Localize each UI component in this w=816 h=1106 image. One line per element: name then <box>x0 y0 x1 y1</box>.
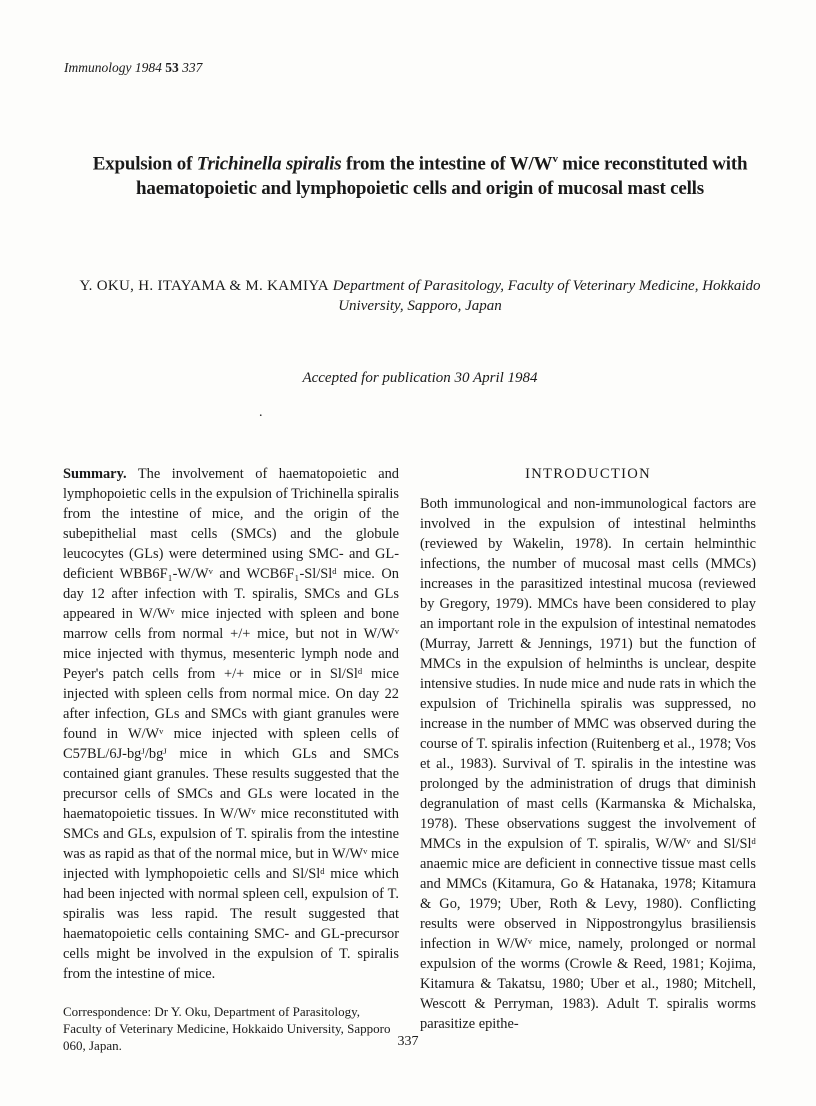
author-affiliation: Department of Parasitology, Faculty of Veterinary Medicine, Hokkaido University, Sapporo, Japan <box>332 278 761 314</box>
stray-dot: . <box>259 405 263 420</box>
summary-column <box>63 464 399 1054</box>
author-block <box>64 276 776 316</box>
author-names: Y. OKU, H. ITAYAMA & M. KAMIYA <box>79 278 329 294</box>
accepted-date: Accepted for publication 30 April 1984 <box>302 370 538 386</box>
journal-page: 337 <box>182 60 203 75</box>
introduction-heading: INTRODUCTION <box>525 466 651 482</box>
species-name: Trichinella spiralis <box>196 153 342 175</box>
journal-name: Immunology <box>64 60 132 75</box>
journal-year: 1984 <box>134 60 162 75</box>
summary-paragraph <box>63 464 399 984</box>
introduction-text: Both immunological and non-immunological factors are involved in the expulsion of intestinal helminths (reviewed by Wakelin, 1978). In certain helminthic infections, the number of mucosal mast cells (MMCs) increases in the parasitized intestinal mucosa (reviewed by Gregory, 1979). MMCs have been considered to play an important role in the expulsion of intestinal nematodes (Murray, Jarrett & Jennings, 1971) but the function of MMCs in the expulsion of helminths is unclear, despite intensive studies. In nude mice and nude rats in which the expulsion of Trichinella spiralis was suppressed, no increase in the number of MMC was observed during the course of T. spiralis infection (Ruitenberg et al., 1978; Vos et al., 1983). Survival of T. spiralis in the intestine was prolonged by the administration of drugs that diminish degranulation of mast cells (Karmanska & Michalska, 1978). These observations suggest the involvement of MMCs in the expulsion of T. spiralis, W/Wᵛ and Sl/Slᵈ anaemic mice are deficient in connective tissue mast cells and MMCs (Kitamura, Go & Hatanaka, 1978; Kitamura & Go, 1979; Uber, Roth & Levy, 1980). Conflicting results were observed in Nippostrongylus brasiliensis infection in W/Wᵛ mice, namely, prolonged or normal expulsion of the worms (Crowle & Reed, 1981; Kojima, Kitamura & Takatsu, 1980; Uber et al., 1980; Mitchell, Wescott & Perryman, 1983). Adult T. spiralis worms parasitize epithe- <box>420 496 756 1032</box>
running-header <box>64 60 202 76</box>
summary-heading: Summary. <box>63 466 127 482</box>
journal-volume: 53 <box>165 60 179 75</box>
summary-text: The involvement of haematopoietic and lymphopoietic cells in the expulsion of Trichinella spiralis from the intestine of mice, and the origin of the subepithelial mast cells (SMCs) and the globule leucocytes (GLs) were determined using SMC- and GL-deficient WBB6F₁-W/Wᵛ and WCB6F₁-Sl/Slᵈ mice. On day 12 after infection with T. spiralis, SMCs and GLs appeared in W/Wᵛ mice injected with spleen and bone marrow cells from normal +/+ mice, but not in W/Wᵛ mice injected with thymus, mesenteric lymph node and Peyer's patch cells from +/+ mice or in Sl/Slᵈ mice injected with spleen cells from normal mice. On day 22 after infection, GLs and SMCs with giant granules were found in W/Wᵛ mice injected with spleen cells of C57BL/6J-bgᴶ/bgᴶ mice in which GLs and SMCs contained giant granules. These results suggested that the precursor cells of SMCs and GLs were located in the haematopoietic tissues. In W/Wᵛ mice reconstituted with SMCs and GLs, expulsion of T. spiralis from the intestine was as rapid as that of the normal mice, but in W/Wᵛ mice injected with lymphopoietic cells and Sl/Slᵈ mice which had been injected with normal spleen cell, expulsion of T. spiralis was less rapid. The result suggested that haematopoietic cells containing SMC- and GL-precursor cells might be involved in the expulsion of T. spiralis from the intestine of mice. <box>63 466 399 982</box>
introduction-column <box>420 464 756 1034</box>
correspondence-note: Correspondence: Dr Y. Oku, Department of Parasitology, Faculty of Veterinary Medicine, Hokkaido University, Sapporo 060, Japan. <box>63 1004 391 1053</box>
page-number: 337 <box>397 1034 419 1049</box>
article-title: Expulsion of Trichinella spiralis from the intestine of $W/W^v$ mice reconstituted with haematopoietic and lymphopoietic cells and origin of mucosal mast cells <box>92 153 748 200</box>
